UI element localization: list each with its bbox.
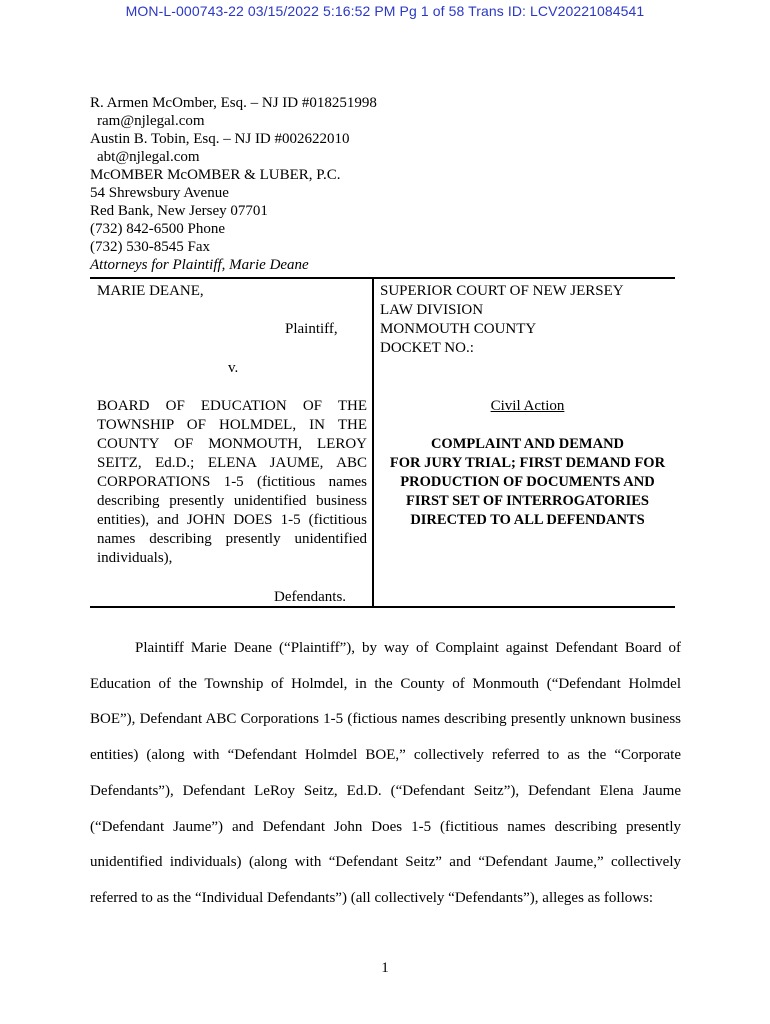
attorney-name-2: Austin B. Tobin, Esq. – NJ ID #002622010 — [90, 131, 350, 147]
document-title-line: COMPLAINT AND DEMAND — [430, 436, 625, 452]
civil-action-label: Civil Action — [490, 398, 565, 414]
court-division: LAW DIVISION — [380, 302, 484, 318]
firm-fax: (732) 530-8545 Fax — [90, 239, 210, 255]
attorney-name-1: R. Armen McOmber, Esq. – NJ ID #018251998 — [90, 95, 377, 111]
document-title — [380, 435, 675, 530]
court-county: MONMOUTH COUNTY — [380, 321, 537, 337]
firm-street-address: 54 Shrewsbury Avenue — [90, 185, 229, 201]
document-title-line: DIRECTED TO ALL DEFENDANTS — [410, 512, 645, 528]
page-number: 1 — [381, 960, 389, 976]
versus-label: v. — [228, 360, 239, 376]
law-firm-name: McOMBER McOMBER & LUBER, P.C. — [90, 167, 341, 183]
firm-phone: (732) 842-6500 Phone — [90, 221, 225, 237]
attorney-email-2: abt@njlegal.com — [97, 149, 200, 165]
firm-city-address: Red Bank, New Jersey 07701 — [90, 203, 268, 219]
attorney-email-1: ram@njlegal.com — [97, 113, 205, 129]
attorney-block — [90, 94, 377, 274]
docket-number: DOCKET NO.: — [380, 340, 474, 356]
document-title-line: PRODUCTION OF DOCUMENTS AND — [400, 474, 655, 490]
court-name: SUPERIOR COURT OF NEW JERSEY — [380, 283, 624, 299]
plaintiff-role: Plaintiff, — [285, 321, 338, 337]
caption-divider — [372, 279, 374, 606]
document-title-line: FOR JURY TRIAL; FIRST DEMAND FOR — [389, 455, 666, 471]
document-title-line: FIRST SET OF INTERROGATORIES — [406, 493, 649, 509]
case-caption — [90, 277, 675, 608]
filing-stamp: MON-L-000743-22 03/15/2022 5:16:52 PM Pg 1 of 58 Trans ID: LCV20221084541 — [125, 3, 645, 19]
defendant-role: Defendants. — [274, 589, 347, 605]
plaintiff-name: MARIE DEANE, — [97, 283, 204, 299]
caption-court — [380, 282, 675, 528]
opening-paragraph: Plaintiff Marie Deane (“Plaintiff”), by way of Complaint against Defendant Board of Education of the Township of Holmdel, in the County of Monmouth (“Defendant Holmdel BOE”), Defendant ABC Corporations 1-5 (fictious names describing presently unknown business entities) (along with “Defendant Holmdel BOE,” collectively referred to as the “Corporate Defendants”), Defendant LeRoy Seitz, Ed.D. (“Defendant Seitz”), Defendant Elena Jaume (“Defendant Jaume”) and Defendant John Does 1-5 (fictitious names describing presently unidentified individuals) (along with “Defendant Seitz” and “Defendant Jaume,” collectively referred to as the “Individual Defendants”) (all collectively “Defendants”), alleges as follows: — [90, 640, 681, 906]
attorneys-for-line: Attorneys for Plaintiff, Marie Deane — [90, 257, 309, 273]
defendants-list: BOARD OF EDUCATION OF THE TOWNSHIP OF HOLMDEL, IN THE COUNTY OF MONMOUTH, LEROY SEITZ, Ed.D.; ELENA JAUME, ABC CORPORATIONS 1-5 (fictitious names describing presently unidentified business entities), and JOHN DOES 1-5 (fictitious names describing presently unidentified individuals), — [97, 398, 367, 566]
